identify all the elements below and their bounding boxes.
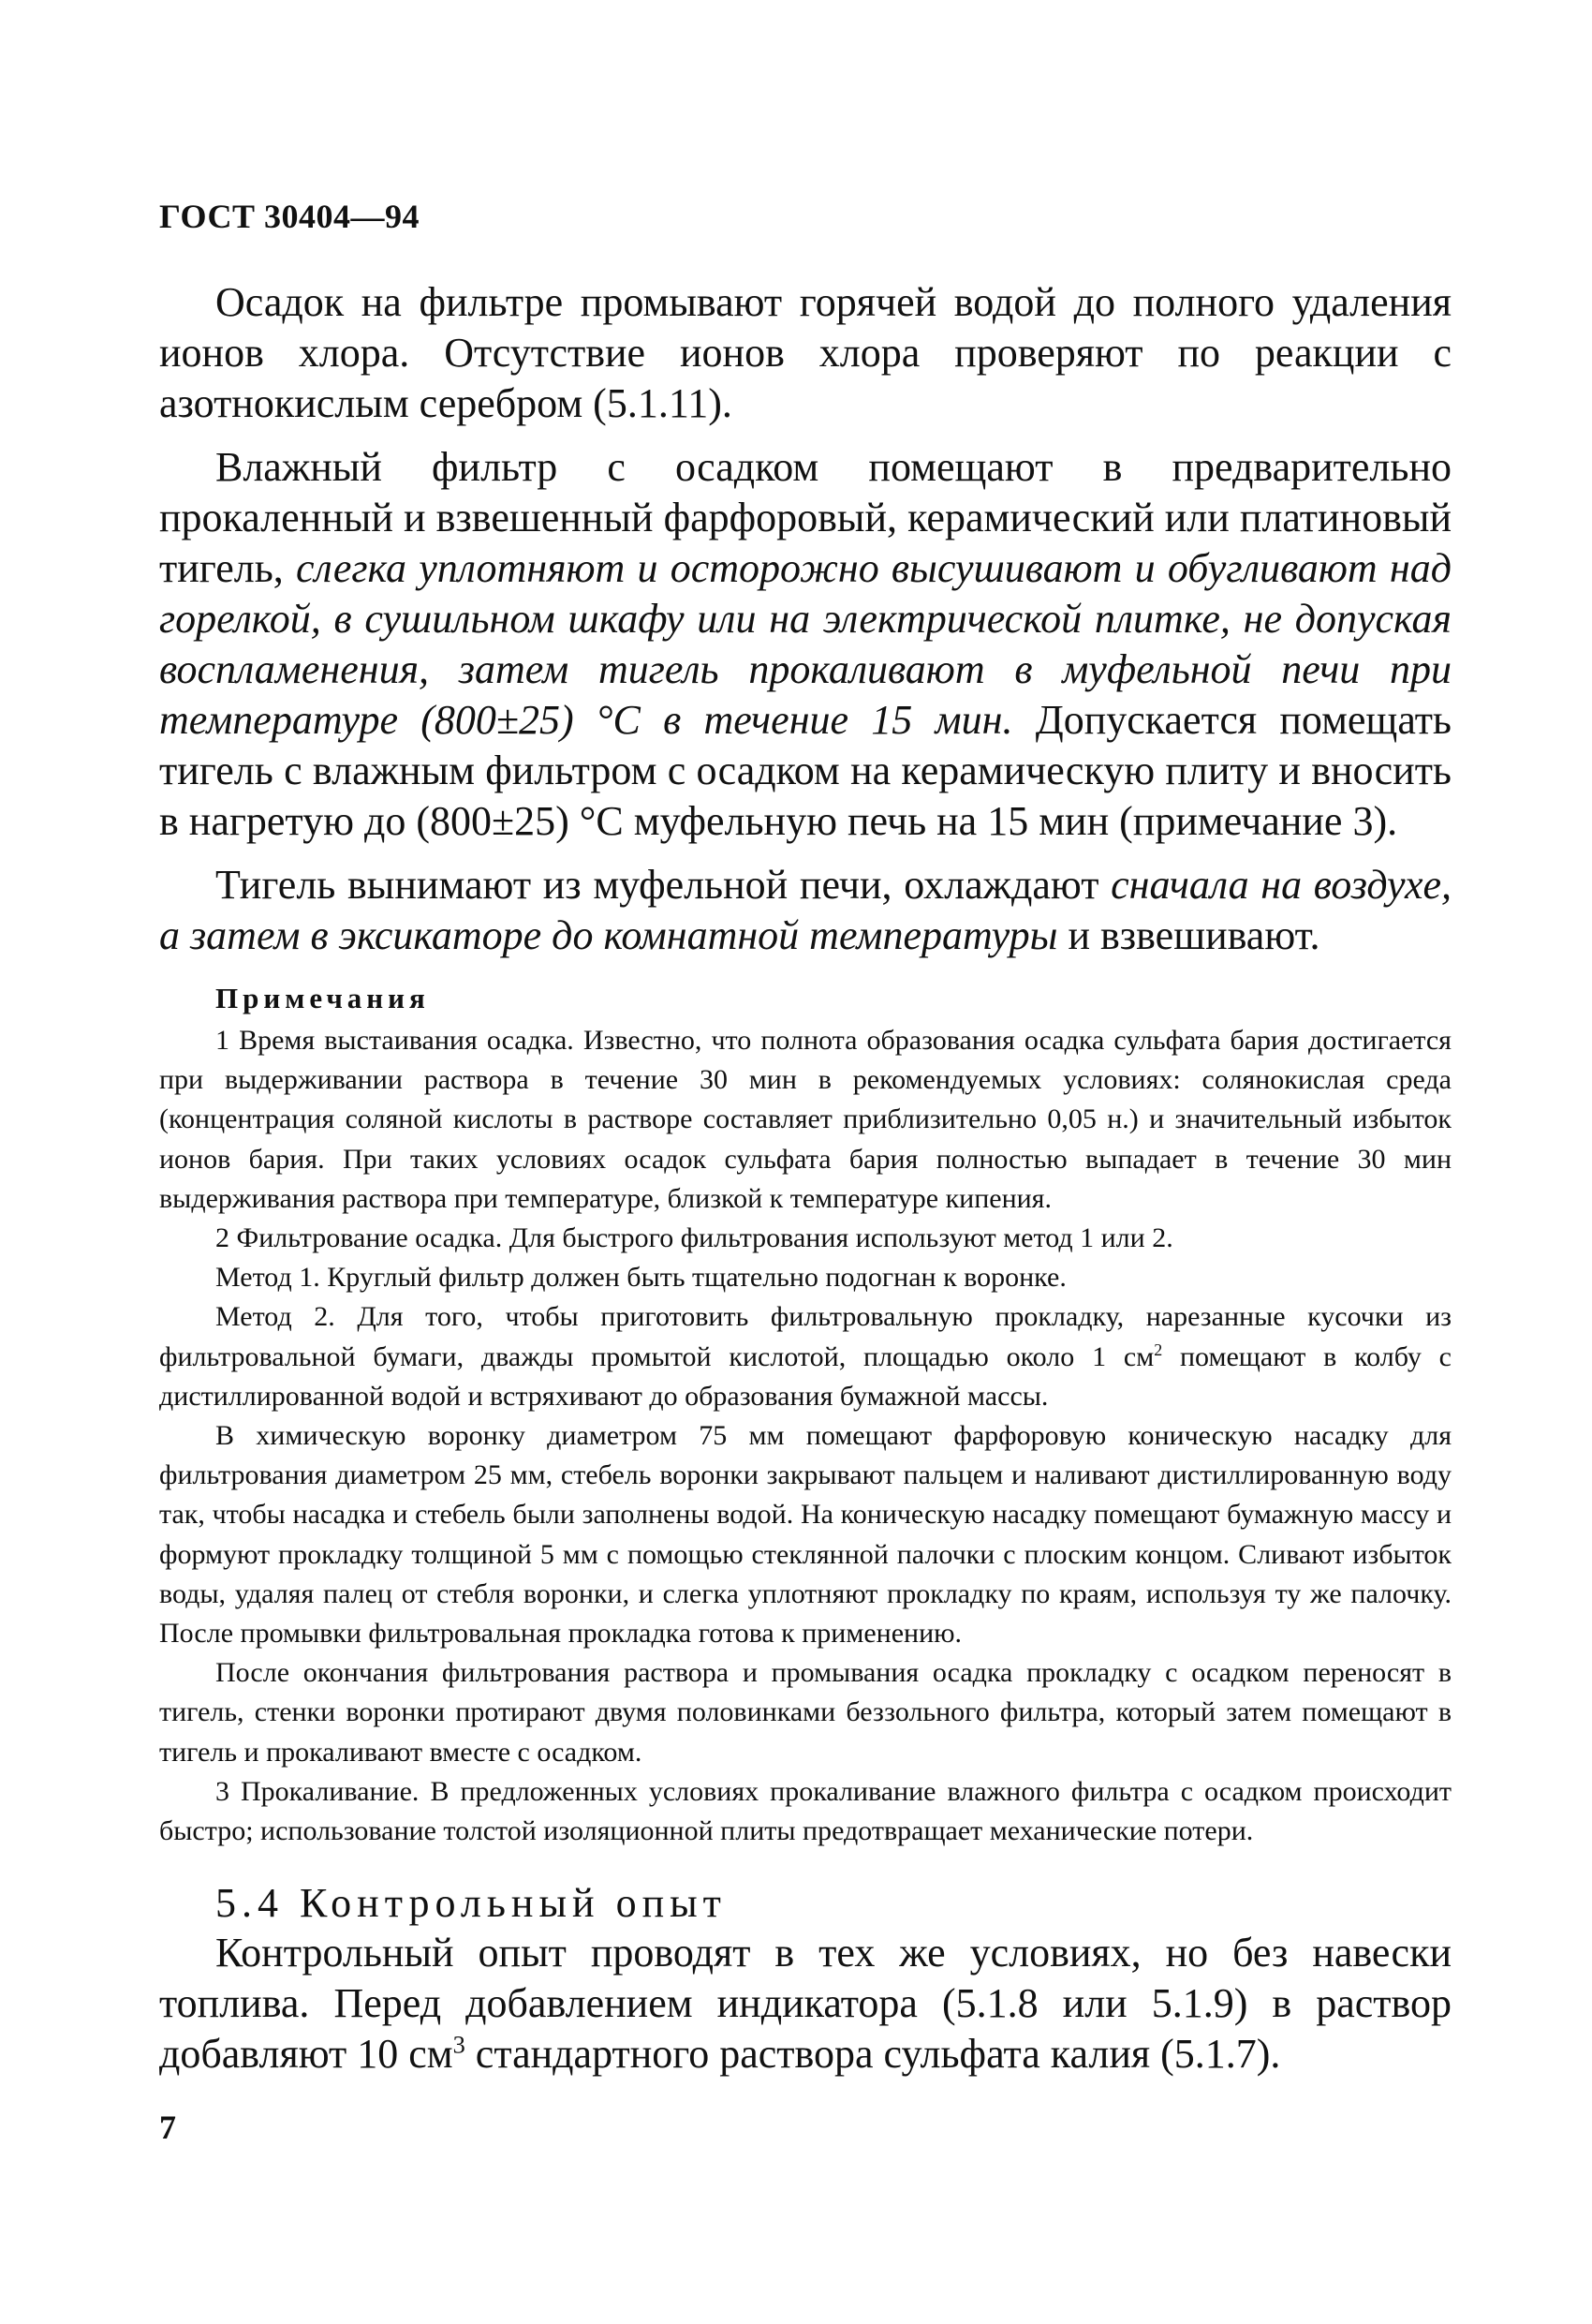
note-2: 2 Фильтрование осадка. Для быстрого фильтрования используют метод 1 или 2. xyxy=(215,1222,1173,1254)
main-text xyxy=(159,277,1452,961)
paragraph-calcination-italic: слегка уплотняют и осторожно высушивают и обугливают над горелкой, в сушильном шкафу или на электрической плитке, не допуская воспламенения, затем тигель прокаливают в муфельной печи при температуре (800±25) °С в течение 15 мин. xyxy=(159,545,1452,743)
note-2-method-2 xyxy=(159,1297,1452,1416)
superscript-2: 2 xyxy=(1154,1340,1163,1359)
page-number: 7 xyxy=(159,2109,176,2146)
paragraph-control-end: стандартного раствора сульфата калия (5.1.7). xyxy=(464,2031,1281,2078)
note-2-method-2-transfer: После окончания фильтрования раствора и промывания осадка прокладку с осадком переносят в тигель, стенки воронки протирают двумя половинками беззольного фильтра, который затем помещают в тигель и прокаливают вместе с осадком. xyxy=(159,1657,1452,1768)
notes-block xyxy=(159,1021,1452,1851)
paragraph-washing: Осадок на фильтре промывают горячей водой до полного удаления ионов хлора. Отсутствие ионов хлора проверяют по реакции с азотнокислым серебром (5.1.11). xyxy=(159,279,1452,426)
notes-heading: Примечания xyxy=(215,982,430,1014)
paragraph-calcination-start: Влажный фильтр с осадком помещают в предварительно прокаленный и взвешенный фарфоровый, керамический или платиновый тигель, xyxy=(159,444,1452,591)
section-title: Контрольный опыт xyxy=(300,1880,727,1927)
paragraph-weighing-start: Тигель вынимают из муфельной печи, охлаждают xyxy=(215,862,1112,908)
note-2-method-2-funnel: В химическую воронку диаметром 75 мм помещают фарфоровую коническую насадку для фильтрования диаметром 25 мм, стебель воронки закрывают пальцем и наливают дистиллированную воду так, чтобы насадка и стебель были заполнены водой. На коническую насадку помещают бумажную массу и формуют прокладку толщиной 5 мм с помощью стеклянной палочки с плоским концом. Сливают избыток воды, удаляя палец от стебля воронки, и слегка уплотняют прокладку по краям, используя ту же палочку. После промывки фильтровальная прокладка готова к применению. xyxy=(159,1420,1452,1650)
section-heading xyxy=(215,1879,1452,1928)
note-2-method-2-start: Метод 2. Для того, чтобы приготовить фильтровальную прокладку, нарезанные кусочки из фильтровальной бумаги, дважды промытой кислотой, площадью около 1 см xyxy=(159,1301,1452,1372)
section-number: 5.4 xyxy=(215,1880,284,1927)
paragraph-weighing-italic: сначала на воздухе, а затем в эксикаторе до комнатной температуры xyxy=(159,862,1452,958)
document-code: ГОСТ 30404—94 xyxy=(159,198,420,235)
paragraph-control-start: Контрольный опыт проводят в тех же условиях, но без навески топлива. Перед добавлением индикатора (5.1.8 или 5.1.9) в раствор добавляют 10 см xyxy=(159,1930,1452,2078)
section-body xyxy=(159,1928,1452,2080)
note-3: 3 Прокаливание. В предложенных условиях прокаливание влажного фильтра с осадком происходит быстро; использование толстой изоляционной плиты предотвращает механические потери. xyxy=(159,1775,1452,1847)
note-2-method-1: Метод 1. Круглый фильтр должен быть тщательно подогнан к воронке. xyxy=(215,1262,1067,1294)
note-1: 1 Время выстаивания осадка. Известно, что полнота образования осадка сульфата бария достигается при выдерживании раствора в течение 30 мин в рекомендуемых условиях: солянокислая среда (концентрация соляной кислоты в растворе составляет приблизительно 0,05 н.) и значительный избыток ионов бария. При таких условиях осадок сульфата бария полностью выпадает в течение 30 мин выдерживания раствора при температуре, близкой к температуре кипения. xyxy=(159,1025,1452,1214)
paragraph-calcination-end: Допускается помещать тигель с влажным фильтром с осадком на керамическую плиту и вносить в нагретую до (800±25) °С муфельную печь на 15 мин (примечание 3). xyxy=(159,697,1452,844)
paragraph-weighing xyxy=(159,860,1452,961)
note-2-method-2-end: помещают в колбу с дистиллированной водой и встряхивают до образования бумажной массы. xyxy=(159,1340,1452,1412)
paragraph-weighing-end: и взвешивают. xyxy=(1057,912,1320,958)
paragraph-calcination xyxy=(159,442,1452,847)
superscript-3: 3 xyxy=(452,2030,465,2059)
paragraph-control-test xyxy=(159,1928,1452,2080)
